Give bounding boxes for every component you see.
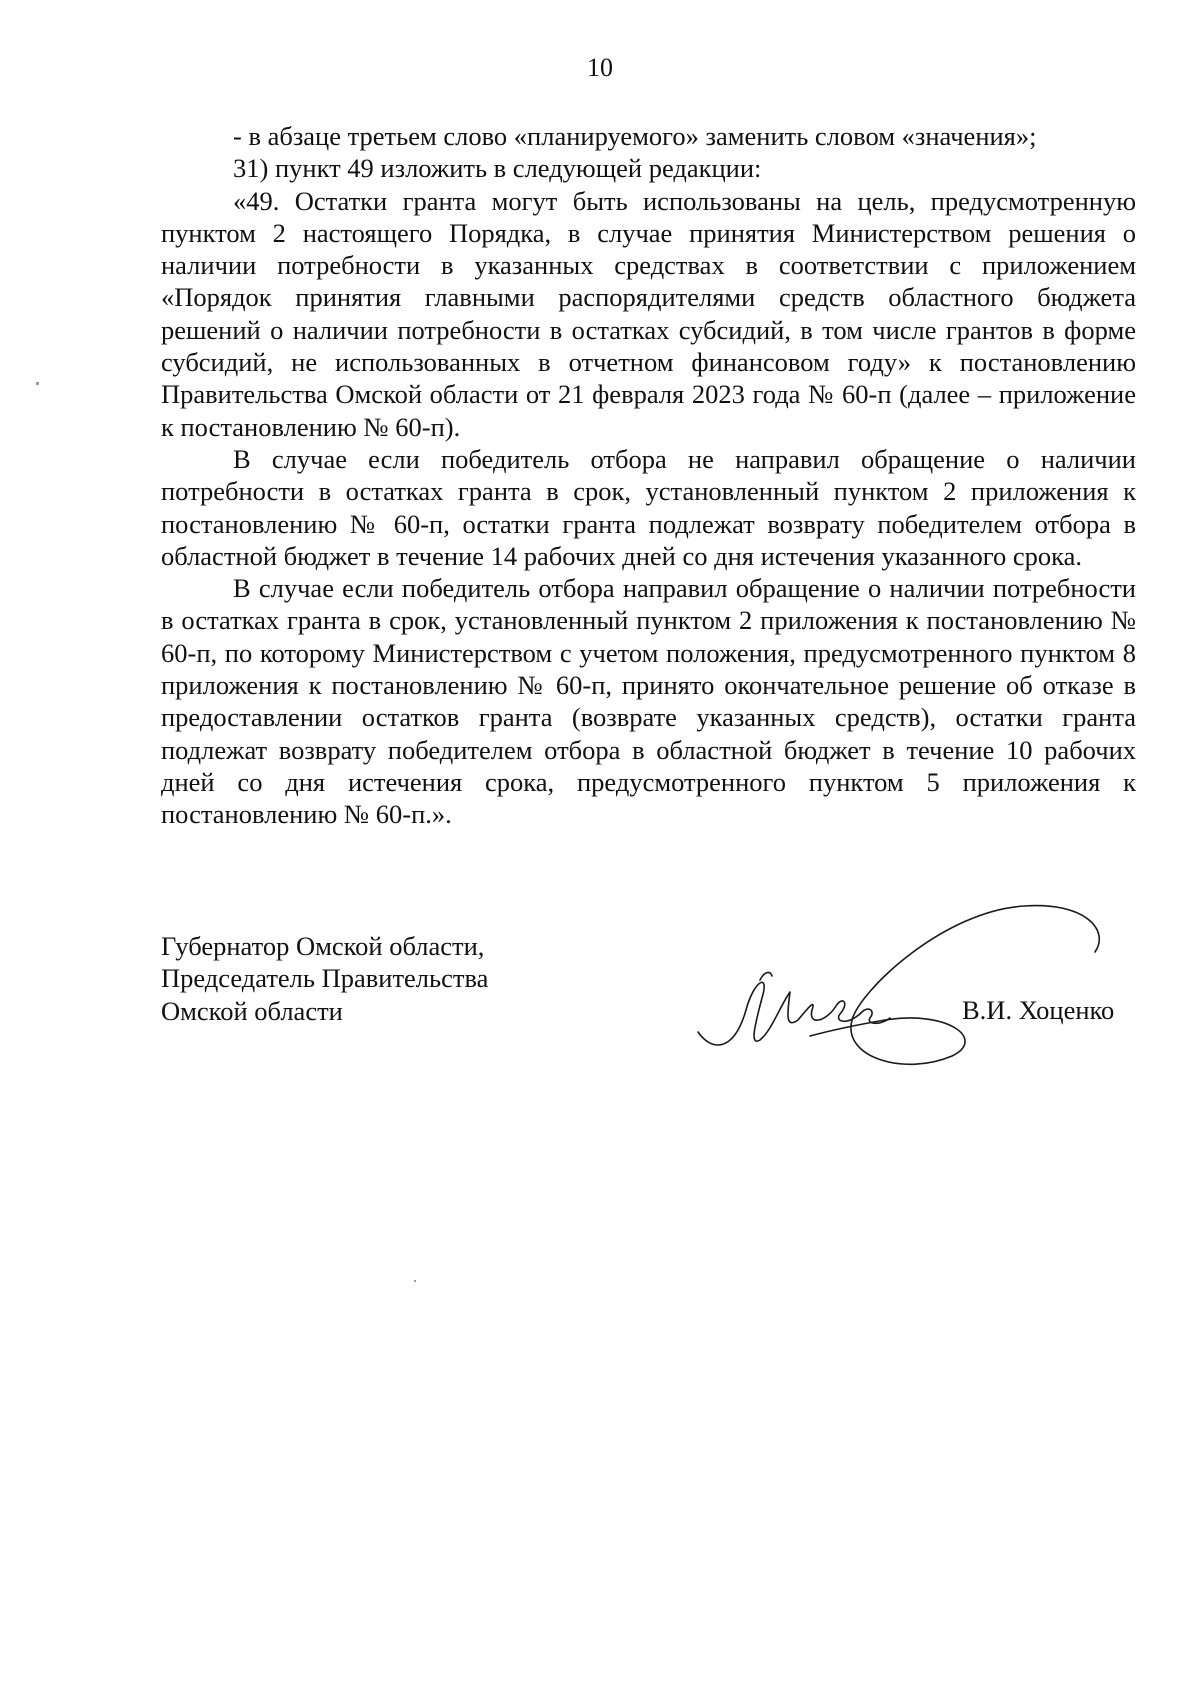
signer-name: В.И. Хоценко	[962, 995, 1115, 1025]
signatory-title	[161, 930, 488, 1027]
paragraph-item-31: 31) пункт 49 изложить в следующей редакции:	[233, 153, 762, 184]
paragraph-no-request-case: В случае если победитель отбора не направил обращение о наличии потребности в остатках гранта в срок, установленный пунктом 2 приложения к постановлению № 60-п, остатки гранта подлежат возврату победителем отбора в областной бюджет в течение 14 рабочих дней со дня истечения указанного срока.	[161, 443, 1136, 571]
signatory-title-line: Губернатор Омской области,	[161, 931, 485, 961]
document-body	[161, 120, 1136, 831]
paragraph-refusal-case: В случае если победитель отбора направил обращение о наличии потребности в остатках гранта в срок, установленный пунктом 2 приложения к постановлению № 60-п, по которому Министерством с учетом положения, предусмотренного пунктом 8 приложения к постановлению № 60-п, принято окончательное решение об отказе в предоставлении остатков гранта (возврате указанных средств), остатки гранта подлежат возврату победителем отбора в областной бюджет в течение 10 рабочих дней со дня истечения срока, предусмотренного пунктом 5 приложения к постановлению № 60-п.».	[161, 573, 1136, 830]
signatory-title-line: Председатель Правительства	[161, 963, 489, 994]
scan-artifact	[36, 382, 39, 385]
handwritten-signature	[690, 880, 1110, 1080]
paragraph-item-49: «49. Остатки гранта могут быть использованы на цель, предусмотренную пунктом 2 настоящего Порядка, в случае принятия Министерством решения о наличии потребности в указанных средствах в соответствии с приложением «Порядок принятия главными распорядителями средств областного бюджета решений о наличии потребности в остатках субсидий, в том числе грантов в форме субсидий, не использованных в отчетном финансовом году» к постановлению Правительства Омской области от 21 февраля 2023 года № 60-п (далее – приложение к постановлению № 60-п).	[161, 185, 1136, 442]
page-number: 10	[587, 53, 613, 82]
signatory-title-line: Омской области	[161, 995, 343, 1026]
paragraph-amendment-word: - в абзаце третьем слово «планируемого» заменить словом «значения»;	[233, 121, 1037, 151]
scan-artifact	[414, 1280, 416, 1282]
